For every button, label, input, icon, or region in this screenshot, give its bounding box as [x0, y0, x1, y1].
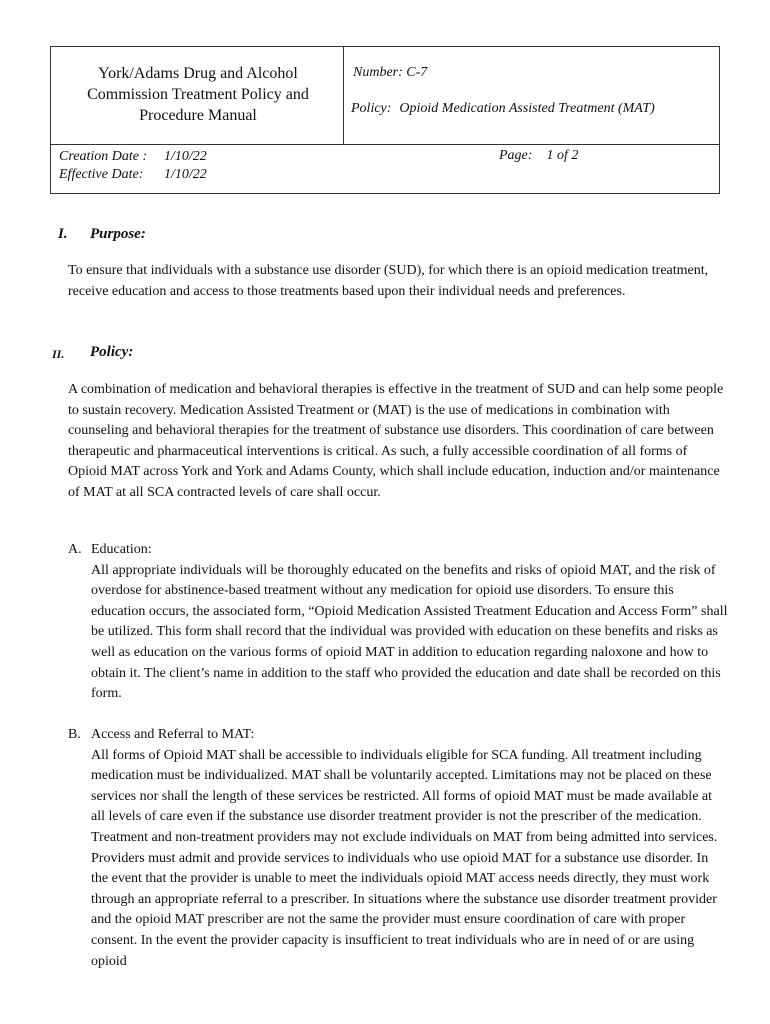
policy-label: Policy: [351, 101, 392, 116]
list-item-education [68, 540, 728, 705]
number-label: Number: [353, 65, 403, 80]
purpose-text: To ensure that individuals with a substance use disorder (SUD), for which there is an opioid medication treatment, receive education and access to those treatments based upon their individual needs and preferences. [68, 263, 709, 299]
list-item-text: All forms of Opioid MAT shall be accessible to individuals eligible for SCA funding. All treatment including medication must be individualized. MAT shall be voluntarily accepted. Limitations may not be placed on these services nor shall the length of these services be restricted. All forms of opioid MAT must be made available at all levels of care even if the substance use disorder treatment provider is not the prescriber of the medication. Treatment and non-treatment providers may not exclude individuals on MAT from being admitted into services. Providers must admit and provide services to individuals who use opioid MAT for a substance use disorder. In the event that the provider is unable to meet the individuals opioid MAT access needs directly, they must work through an appropriate referral to a prescriber. In situations where the substance use disorder treatment provider and the opioid MAT prescriber are not the same the provider must ensure coordination of care with proper consent. In the event the provider capacity is insufficient to treat individuals who are in need of or are using opioid [91, 747, 718, 969]
header-divider-vertical [343, 47, 344, 144]
header-divider-horizontal [51, 144, 719, 145]
list-item-access-referral [68, 725, 728, 972]
list-marker: B. [68, 727, 81, 742]
section-numeral-purpose: I. [58, 226, 68, 242]
creation-date-label: Creation Date : [59, 149, 148, 164]
creation-date-value: 1/10/22 [164, 149, 207, 164]
list-item-title: Access and Referral to MAT: [91, 727, 255, 742]
list-item-header [68, 725, 728, 746]
effective-date-label: Effective Date: [59, 167, 144, 182]
policy-number [353, 65, 427, 81]
manual-title: York/Adams Drug and Alcohol Commission Treatment Policy and Procedure Manual [87, 65, 309, 124]
creation-date-row [59, 148, 207, 166]
number-value: C-7 [406, 65, 428, 80]
policy-text: A combination of medication and behavioral therapies is effective in the treatment of SUD and can help some people to sustain recovery. Medication Assisted Treatment or (MAT) is the use of medications in combination with counseling and behavioral therapies for the treatment of substance use disorders. This coordination of care between therapeutic and pharmaceutical interventions is critical. As such, a fully accessible coordination of all forms of Opioid MAT across York and York and Adams County, which shall include education, induction and/or maintenance of MAT at all SCA contracted levels of care shall occur. [68, 382, 724, 500]
section-numeral-policy: II. [52, 347, 65, 361]
list-item-title: Education: [91, 542, 152, 557]
list-marker: A. [68, 542, 82, 557]
section-heading-policy: Policy: [90, 344, 134, 360]
section-heading-purpose: Purpose: [90, 226, 146, 242]
header-table [50, 46, 720, 194]
policy-name [351, 101, 655, 117]
list-item-text: All appropriate individuals will be thoroughly educated on the benefits and risks of opioid MAT, and the risk of overdose for abstinence-based treatment without any medication for opioid use disorders. To ensure this education occurs, the associated form, “Opioid Medication Assisted Treatment Education and Access Form” shall be utilized. This form shall record that the individual was provided with education on these benefits and risks as well as education on the various forms of opioid MAT in addition to education regarding naloxone and how to obtain it. The client’s name in addition to the staff who provided the education and date shall be recorded on this form. [91, 562, 728, 702]
list-item-header [68, 540, 728, 561]
policy-value: Opioid Medication Assisted Treatment (MAT) [399, 101, 655, 116]
page-label: Page: [499, 148, 533, 163]
page-value: 1 of 2 [546, 148, 579, 163]
page-indicator [499, 148, 578, 164]
effective-date-row [59, 166, 207, 184]
effective-date-value: 1/10/22 [164, 167, 207, 182]
dates-block [59, 148, 207, 184]
